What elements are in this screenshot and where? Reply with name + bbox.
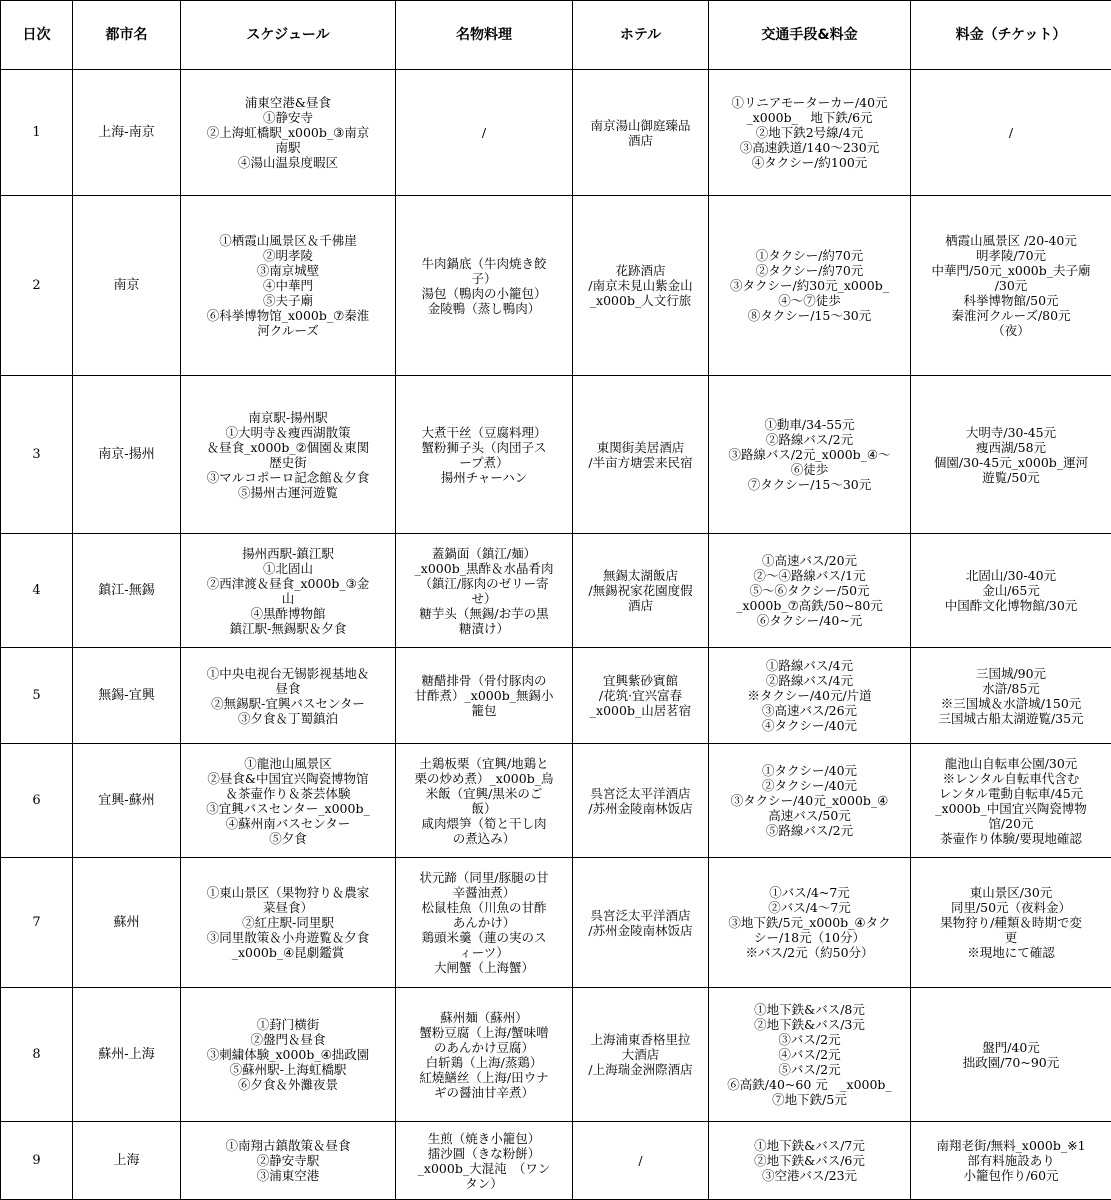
food-line: 白斩鶏（上海/蒸鶏） <box>425 1054 543 1070</box>
hotel-line: /苏州金陵南林饭店 <box>588 800 693 816</box>
food-line: 辛醤油煮） <box>452 885 516 900</box>
ticket-line: 南翔老街/無料_x000b_※1 <box>936 1138 1086 1153</box>
hotel-line: /上海瑞金洲際酒店 <box>588 1062 693 1077</box>
schedule-line: ③南京城壁 <box>256 263 320 278</box>
food-line: 紅燒鱔丝（上海/田ウナ <box>419 1069 549 1085</box>
ticket-line: ※レンタル自転車代含む <box>942 770 1080 786</box>
schedule-line: ③マルコポーロ記念館＆夕食 <box>206 469 370 485</box>
schedule-line: ②紅庄駅-同里駅 <box>242 915 334 930</box>
transport-line: ③高速鉄道/140～230元 <box>739 140 880 155</box>
schedule-line: ②静安寺駅 <box>256 1153 320 1168</box>
food-line: 飯） <box>471 800 497 816</box>
ticket-line: レンタル電動自転車/45元 <box>938 785 1084 801</box>
cell-transport <box>709 534 911 648</box>
food-line: ギの醤油甘辛煮） <box>433 1084 534 1100</box>
schedule-line: ＆昼食_x000b_②個園＆東関 <box>206 439 370 455</box>
schedule-line: ②西津渡＆昼食_x000b_③金 <box>206 575 370 591</box>
transport-line: ※バス/2元（約50分） <box>745 945 874 960</box>
ticket-line: 更 <box>1004 930 1018 945</box>
transport-line: _x000b_ 地下鉄/6元 <box>746 110 873 125</box>
ticket-line: 龍池山自転車公園/30元 <box>944 755 1078 771</box>
ticket-line: ※現地にて確認 <box>967 945 1055 960</box>
cell-schedule <box>181 70 396 196</box>
cell-hotel <box>573 858 709 988</box>
ticket-line: 個園/30-45元_x000b_運河 <box>933 454 1089 470</box>
transport-line: ④タクシー/約100元 <box>751 155 868 170</box>
table-row <box>1 70 1111 196</box>
schedule-line: ⑥夕食＆外灘夜景 <box>237 1077 338 1092</box>
cell-transport <box>709 858 911 988</box>
food-line: 大煮干丝（豆腐料理） <box>421 424 547 440</box>
transport-line: ⑥高鉄/40~60 元 _x000b_ <box>727 1077 892 1092</box>
cell-schedule <box>181 1122 396 1200</box>
schedule-line: ②明孝陵 <box>262 248 313 263</box>
ticket-line: 大明寺/30-45元 <box>965 424 1057 440</box>
transport-line: ②～④路線バス/1元 <box>753 568 866 583</box>
food-line: 松鼠桂魚（川魚の甘酢 <box>421 900 547 915</box>
transport-line: ②タクシー/約70元 <box>755 263 864 278</box>
table-row <box>1 196 1111 376</box>
header-city: 都市名 <box>73 1 181 70</box>
food-line: 生煎（焼き小籠包） <box>427 1130 541 1146</box>
transport-line: ⑤路線バス/2元 <box>765 823 854 838</box>
hotel-line: 呉宮泛太平洋酒店 <box>590 907 691 923</box>
schedule-line: ⑥科挙博物馆_x000b_⑦秦淮 <box>206 308 370 323</box>
schedule-line: 南駅 <box>275 140 301 155</box>
food-line: 栗の炒め煮）_x000b_烏 <box>414 770 554 786</box>
cell-day: 7 <box>1 858 73 988</box>
cell-ticket <box>911 744 1111 858</box>
food-line: 蟹粉狮子头（肉団子ス <box>421 439 547 455</box>
transport-line: ②タクシー/40元 <box>761 778 858 793</box>
header-schedule: スケジュール <box>181 1 396 70</box>
ticket-line: 果物狩り/種類＆時期で変 <box>940 915 1082 930</box>
food-line: タン） <box>465 1175 503 1191</box>
cell-schedule <box>181 534 396 648</box>
cell-food <box>396 988 573 1122</box>
hotel-line: 花跡酒店 <box>615 263 666 278</box>
ticket-line: 水滸/85元 <box>982 680 1040 696</box>
ticket-line: 茶壷作り体験/要現地確認 <box>940 830 1082 846</box>
schedule-line: ①栖霞山風景区＆千佛崖 <box>219 233 357 248</box>
schedule-line: ①中央电视台无锡影视基地＆ <box>206 665 370 681</box>
food-line: 蓋鍋面（鎮江/麺） <box>431 545 537 561</box>
transport-line: ①動車/34-55元 <box>764 417 855 432</box>
food-line: 大闸蟹（上海蟹） <box>433 960 534 975</box>
hotel-line: _x000b_人文行旅 <box>589 293 692 308</box>
schedule-line: ①大明寺＆痩西湖散策 <box>225 424 351 440</box>
cell-food <box>396 534 573 648</box>
food-line: の煮込み） <box>452 830 516 846</box>
header-hotel: ホテル <box>573 1 709 70</box>
cell-day: 4 <box>1 534 73 648</box>
header-food: 名物料理 <box>396 1 573 70</box>
transport-line: ①地下鉄&バス/7元 <box>754 1138 865 1153</box>
transport-line: ②路線バス/4元 <box>765 673 854 688</box>
ticket-line: 中華門/50元_x000b_夫子廟 <box>931 263 1091 278</box>
schedule-line: ⑤揚州古運河遊覧 <box>237 484 338 500</box>
schedule-line: ③夕食＆丁蜀鎮泊 <box>237 710 338 726</box>
food-line: _x000b_黒酢＆水晶肴肉 <box>414 560 554 576</box>
transport-line: ②地下鉄&バス/3元 <box>754 1017 865 1032</box>
food-line: せ） <box>471 590 497 606</box>
food-line: 糖芋头（無錫/お芋の黒 <box>419 605 549 621</box>
transport-line: ③空港バス/23元 <box>761 1168 858 1183</box>
header-transport: 交通手段&料金 <box>709 1 911 70</box>
schedule-line: ④蘇州南バスセンター <box>225 815 351 831</box>
cell-hotel <box>573 376 709 534</box>
hotel-line: 南京湯山御庭臻品 <box>590 117 691 133</box>
ticket-line: 秦淮河クルーズ/80元 <box>951 308 1071 323</box>
transport-line: ①高速バス/20元 <box>761 553 858 568</box>
schedule-line: 昼食 <box>275 680 301 696</box>
hotel-line: 無錫太湖飯店 <box>602 568 678 583</box>
transport-line: ⑥タクシー/40~元 <box>756 613 863 628</box>
table-row <box>1 988 1111 1122</box>
schedule-line: ②無錫駅-宜興バスセンター <box>211 695 365 711</box>
transport-line: ②路線バス/2元 <box>765 432 854 447</box>
food-line: 糖醋排骨（骨付豚肉の <box>421 673 547 688</box>
hotel-line: / <box>638 1153 643 1168</box>
ticket-line: （夜） <box>992 323 1030 338</box>
header-row <box>1 1 1111 70</box>
ticket-line: 中国酢文化博物館/30元 <box>944 598 1078 613</box>
schedule-line: ①龍池山風景区 <box>244 755 332 771</box>
hotel-line: /無錫祝家花園度假 <box>588 583 693 598</box>
schedule-line: ①北固山 <box>262 560 313 576</box>
food-line: 湯包（鴨肉の小籠包） <box>421 285 547 301</box>
cell-ticket <box>911 1122 1111 1200</box>
schedule-line: ③同里散策＆小舟遊覧＆夕食 <box>206 930 370 945</box>
cell-day: 1 <box>1 70 73 196</box>
table-row <box>1 744 1111 858</box>
cell-city: 上海-南京 <box>73 70 181 196</box>
food-line: 甘酢煮）_x000b_無錫小 <box>414 688 554 703</box>
transport-line: 高速バス/50元 <box>768 808 851 823</box>
cell-ticket <box>911 534 1111 648</box>
ticket-line: _x000b_中国宜兴陶瓷博物 <box>935 800 1087 816</box>
food-line: 蘇州麺（蘇州） <box>440 1009 528 1025</box>
ticket-line: 拙政園/70~90元 <box>962 1054 1060 1070</box>
schedule-line: 山 <box>281 590 295 606</box>
transport-line: ③路線バス/2元_x000b_④～ <box>728 447 891 462</box>
schedule-line: 揚州西駅-鎮江駅 <box>242 545 334 561</box>
cell-transport <box>709 70 911 196</box>
cell-schedule <box>181 744 396 858</box>
schedule-line: 浦東空港&昼食 <box>244 95 332 110</box>
cell-hotel <box>573 988 709 1122</box>
cell-ticket <box>911 376 1111 534</box>
schedule-line: ⑤蘇州駅-上海虹橋駅 <box>229 1062 347 1077</box>
ticket-line: /30元 <box>994 278 1028 293</box>
transport-line: ⑦タクシー/15～30元 <box>747 477 872 492</box>
hotel-line: 東関街美居酒店 <box>596 439 685 455</box>
ticket-line: 盤門/40元 <box>982 1039 1040 1055</box>
transport-line: ⑥徒歩 <box>790 462 829 477</box>
schedule-line: ④湯山温泉度暇区 <box>237 155 338 170</box>
cell-city: 南京-揚州 <box>73 376 181 534</box>
transport-line: ④タクシー/40元 <box>761 718 858 733</box>
cell-city: 宜興-蘇州 <box>73 744 181 858</box>
cell-food <box>396 196 573 376</box>
schedule-line: ④中華門 <box>262 278 313 293</box>
transport-line: ⑦地下鉄/5元 <box>772 1092 847 1107</box>
cell-ticket <box>911 196 1111 376</box>
food-line: 籠包 <box>471 703 497 718</box>
cell-food <box>396 648 573 744</box>
cell-city: 南京 <box>73 196 181 376</box>
table-row <box>1 648 1111 744</box>
schedule-line: 河クルーズ <box>257 323 319 338</box>
transport-line: シー/18元（10分） <box>753 930 866 945</box>
table-row <box>1 534 1111 648</box>
food-line: 糖漬け） <box>458 620 509 636</box>
cell-transport <box>709 1122 911 1200</box>
transport-line: ⑧タクシー/15～30元 <box>747 308 872 323</box>
transport-line: ⑤バス/2元 <box>778 1062 841 1077</box>
ticket-line: 痩西湖/58元 <box>975 439 1047 455</box>
cell-city: 蘇州-上海 <box>73 988 181 1122</box>
transport-line: ③バス/2元 <box>778 1032 841 1047</box>
transport-line: ⑤～⑥タクシー/50元 <box>749 583 870 598</box>
transport-line: ①タクシー/約70元 <box>755 248 864 263</box>
cell-day: 3 <box>1 376 73 534</box>
food-line: ィーツ） <box>459 945 509 960</box>
transport-line: ④バス/2元 <box>778 1047 841 1062</box>
transport-line: ③タクシー/40元_x000b_④ <box>730 793 889 808</box>
transport-line: ②地下鉄2号線/4元 <box>755 125 864 140</box>
hotel-line: 酒店 <box>627 598 653 613</box>
ticket-line: 同里/50元（夜料金） <box>950 900 1072 915</box>
ticket-line: 三国城古船太湖遊覧/35元 <box>938 710 1084 726</box>
ticket-line: 小籠包作り/60元 <box>963 1168 1059 1183</box>
cell-hotel <box>573 534 709 648</box>
cell-food <box>396 858 573 988</box>
cell-day: 8 <box>1 988 73 1122</box>
header-ticket: 料金（チケット） <box>911 1 1111 70</box>
schedule-line: _x000b_④昆劇鑑賞 <box>231 945 345 960</box>
cell-hotel <box>573 1122 709 1200</box>
cell-transport <box>709 376 911 534</box>
schedule-line: ＆茶壷作り＆茶芸体験 <box>225 785 351 801</box>
hotel-line: /南京未見山紫金山 <box>588 278 693 293</box>
food-line: 金陵鴨（蒸し鴨肉） <box>427 300 541 316</box>
ticket-line: 三国城/90元 <box>975 665 1047 681</box>
cell-schedule <box>181 376 396 534</box>
table-body <box>1 70 1111 1200</box>
cell-city: 上海 <box>73 1122 181 1200</box>
cell-transport <box>709 196 911 376</box>
transport-line: ①地下鉄&バス/8元 <box>754 1002 865 1017</box>
table-row <box>1 376 1111 534</box>
schedule-line: ④黒酢博物館 <box>250 605 326 621</box>
ticket-line: 金山/65元 <box>982 583 1040 598</box>
schedule-line: ②盤門＆昼食 <box>250 1032 326 1047</box>
schedule-line: ①東山景区（果物狩り＆農家 <box>206 885 370 900</box>
cell-hotel <box>573 196 709 376</box>
food-line: （鎮江/豚肉のゼリー寄 <box>419 575 549 591</box>
cell-food <box>396 376 573 534</box>
schedule-line: 南京駅-揚州駅 <box>248 409 328 425</box>
header-day: 日次 <box>1 1 73 70</box>
transport-line: ①タクシー/40元 <box>761 763 858 778</box>
hotel-line: /半亩方塘雲来民宿 <box>588 454 693 470</box>
transport-line: ③地下鉄/5元_x000b_④タク <box>728 915 891 930</box>
cell-ticket <box>911 70 1111 196</box>
cell-hotel <box>573 744 709 858</box>
schedule-line: ③刺繍体験_x000b_④拙政園 <box>206 1047 370 1062</box>
food-line: 状元蹄（同里/豚腿の甘 <box>419 870 549 885</box>
cell-day: 9 <box>1 1122 73 1200</box>
food-line: 子） <box>471 270 497 286</box>
cell-transport <box>709 744 911 858</box>
food-line: 牛肉鍋底（牛肉焼き餃 <box>421 255 547 271</box>
table-row <box>1 858 1111 988</box>
food-line: 米飯（宜興/黒米のご <box>425 785 543 801</box>
food-line: 擂沙圓（きな粉餅） <box>427 1145 541 1161</box>
hotel-line: 呉宮泛太平洋酒店 <box>590 785 691 801</box>
cell-food <box>396 744 573 858</box>
food-line: 揚州チャーハン <box>440 469 528 485</box>
schedule-line: ③宜興バスセンター_x000b_ <box>206 800 370 816</box>
cell-schedule <box>181 988 396 1122</box>
transport-line: _x000b_⑦高鉄/50~80元 <box>736 598 883 613</box>
transport-line: ①路線バス/4元 <box>765 658 854 673</box>
food-line: _x000b_大混沌 （ワン <box>417 1160 551 1176</box>
cell-city: 無錫-宜興 <box>73 648 181 744</box>
ticket-line: 明孝陵/70元 <box>975 248 1047 263</box>
schedule-line: ①葑门横街 <box>256 1017 320 1032</box>
schedule-line: ③浦東空港 <box>256 1168 320 1183</box>
cell-day: 2 <box>1 196 73 376</box>
schedule-line: ⑤夕食 <box>269 830 307 846</box>
food-line: のあんかけ豆腐） <box>433 1039 534 1055</box>
hotel-line: /花筑·宜兴富春 <box>598 688 683 703</box>
cell-schedule <box>181 196 396 376</box>
transport-line: ③高速バス/26元 <box>761 703 858 718</box>
food-line: あんかけ） <box>452 915 516 930</box>
hotel-line: /苏州金陵南林饭店 <box>588 922 693 938</box>
ticket-line: 北固山/30-40元 <box>965 568 1057 583</box>
cell-ticket <box>911 858 1111 988</box>
cell-day: 6 <box>1 744 73 858</box>
schedule-line: ②昼食&中国宜兴陶瓷博物馆 <box>207 770 369 786</box>
food-line: 鶏頭米羹（蓮の実のス <box>421 930 547 945</box>
cell-ticket <box>911 648 1111 744</box>
cell-transport <box>709 988 911 1122</box>
food-line: 蟹粉豆腐（上海/蟹味噌 <box>419 1024 549 1040</box>
cell-day: 5 <box>1 648 73 744</box>
cell-city: 鎮江-無錫 <box>73 534 181 648</box>
schedule-line: ①南翔古鎮散策＆昼食 <box>225 1138 351 1153</box>
schedule-line: ①静安寺 <box>262 110 313 125</box>
table-row <box>1 1122 1111 1200</box>
ticket-line: / <box>1008 125 1014 140</box>
hotel-line: _x000b_山居茗宿 <box>589 703 692 718</box>
schedule-line: ②上海虹橋駅_x000b_③南京 <box>206 125 370 140</box>
schedule-line: 菜昼食） <box>262 900 313 915</box>
cell-city: 蘇州 <box>73 858 181 988</box>
food-line: 土鶏板栗（宜興/地鶏と <box>419 755 549 771</box>
ticket-line: ※三国城＆水滸城/150元 <box>940 695 1082 711</box>
cell-ticket <box>911 988 1111 1122</box>
cell-hotel <box>573 648 709 744</box>
ticket-line: 部有料施設あり <box>967 1153 1055 1168</box>
transport-line: ①バス/4~7元 <box>769 885 850 900</box>
schedule-line: 鎮江駅-無錫駅＆夕食 <box>229 620 347 636</box>
hotel-line: 宜興紫砂賓館 <box>602 673 678 688</box>
ticket-line: 馆/20元 <box>988 815 1034 831</box>
transport-line: ①リニアモーターカー/40元 <box>731 95 888 110</box>
schedule-line: ⑤夫子廟 <box>262 293 313 308</box>
cell-hotel <box>573 70 709 196</box>
cell-transport <box>709 648 911 744</box>
food-line: / <box>481 125 487 140</box>
ticket-line: 栖霞山風景区 /20-40元 <box>945 233 1077 248</box>
ticket-line: 東山景区/30元 <box>969 885 1053 900</box>
cell-schedule <box>181 858 396 988</box>
food-line: 咸肉煨笋（筍と干し肉 <box>421 815 547 831</box>
ticket-line: 遊覧/50元 <box>982 469 1040 485</box>
cell-food <box>396 70 573 196</box>
hotel-line: 酒店 <box>627 132 653 148</box>
transport-line: ②地下鉄&バス/6元 <box>754 1153 865 1168</box>
transport-line: ②バス/4～7元 <box>768 900 851 915</box>
hotel-line: 上海浦東香格里拉 <box>590 1032 691 1047</box>
cell-schedule <box>181 648 396 744</box>
schedule-line: 歴史街 <box>269 454 307 470</box>
transport-line: ③タクシー/約30元_x000b_ <box>729 278 890 293</box>
hotel-line: 大酒店 <box>621 1047 660 1062</box>
transport-line: ④～⑦徒歩 <box>778 293 841 308</box>
cell-food <box>396 1122 573 1200</box>
ticket-line: 科挙博物館/50元 <box>963 293 1059 308</box>
food-line: ープ煮） <box>459 454 509 470</box>
transport-line: ※タクシー/40元/片道 <box>747 688 872 703</box>
